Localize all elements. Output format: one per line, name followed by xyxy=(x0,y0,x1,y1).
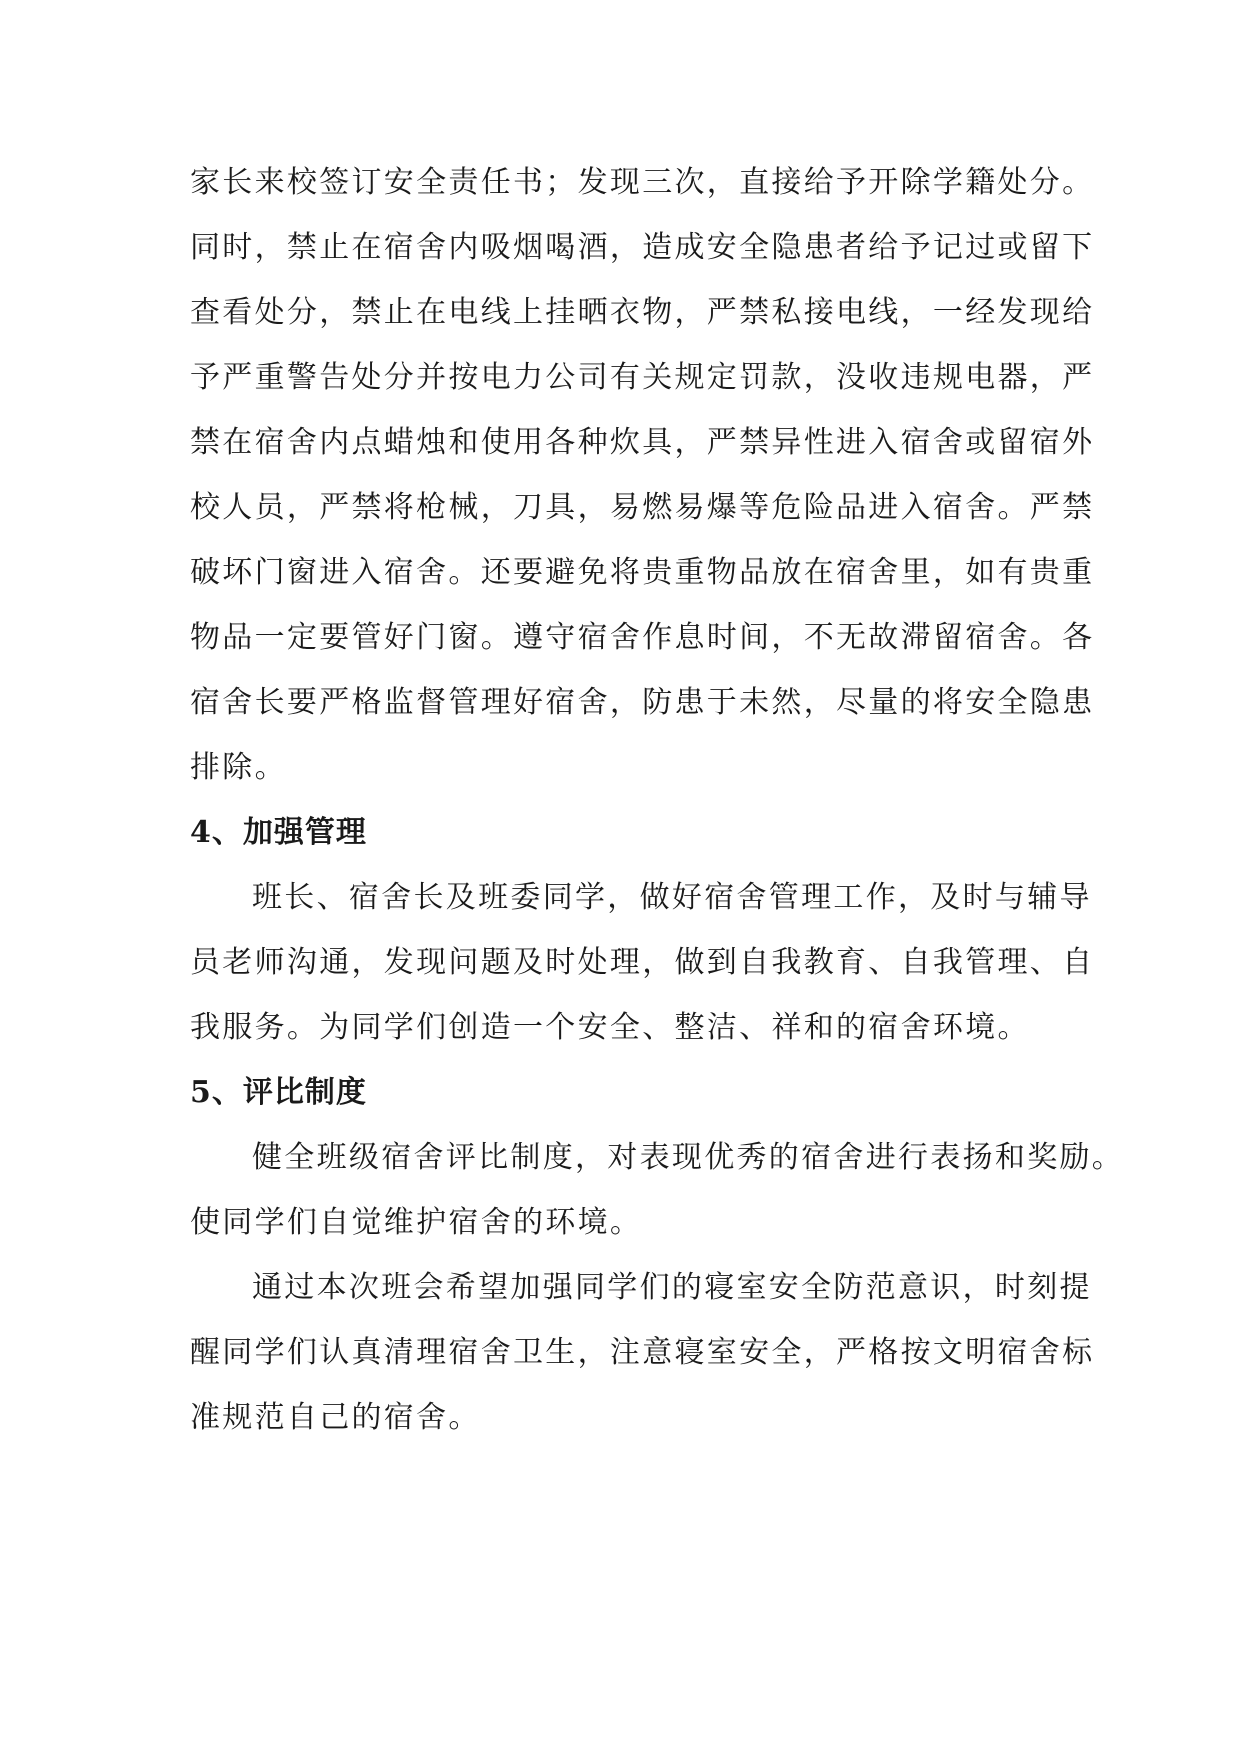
text-line: 予严重警告处分并按电力公司有关规定罚款，没收违规电器，严 xyxy=(190,360,1095,395)
text-line: 同时，禁止在宿舍内吸烟喝酒，造成安全隐患者给予记过或留下 xyxy=(190,230,1095,265)
text-line: 准规范自己的宿舍。 xyxy=(190,1400,481,1435)
text-line: 家长来校签订安全责任书；发现三次，直接给予开除学籍处分。 xyxy=(190,165,1095,200)
text-line: 宿舍长要严格监督管理好宿舍，防患于未然，尽量的将安全隐患 xyxy=(190,685,1095,720)
paragraph-management-cont xyxy=(190,930,1095,1060)
paragraph-closing xyxy=(190,1255,1092,1320)
text-line: 校人员，严禁将枪械，刀具，易燃易爆等危险品进入宿舍。严禁 xyxy=(190,490,1095,525)
section-heading-evaluation: 5、评比制度 xyxy=(190,1075,367,1110)
text-line: 使同学们自觉维护宿舍的环境。 xyxy=(190,1205,643,1240)
text-line: 班长、宿舍长及班委同学，做好宿舍管理工作，及时与辅导 xyxy=(252,880,1092,915)
paragraph-closing-cont xyxy=(190,1320,1095,1450)
text-line: 排除。 xyxy=(190,750,287,785)
paragraph-evaluation-cont xyxy=(190,1190,1060,1255)
text-line: 查看处分，禁止在电线上挂晒衣物，严禁私接电线，一经发现给 xyxy=(190,295,1095,330)
section-heading-management: 4、加强管理 xyxy=(190,815,367,850)
text-line: 破坏门窗进入宿舍。还要避免将贵重物品放在宿舍里，如有贵重 xyxy=(190,555,1095,590)
text-line: 物品一定要管好门窗。遵守宿舍作息时间，不无故滞留宿舍。各 xyxy=(190,620,1095,655)
text-line: 醒同学们认真清理宿舍卫生，注意寝室安全，严格按文明宿舍标 xyxy=(190,1335,1095,1370)
document-page xyxy=(190,150,1125,1450)
paragraph-safety-rules xyxy=(190,150,1095,800)
text-line: 禁在宿舍内点蜡烛和使用各种炊具，严禁异性进入宿舍或留宿外 xyxy=(190,425,1095,460)
text-line: 员老师沟通，发现问题及时处理，做到自我教育、自我管理、自 xyxy=(190,945,1095,980)
paragraph-evaluation xyxy=(190,1125,1125,1190)
text-line: 通过本次班会希望加强同学们的寝室安全防范意识，时刻提 xyxy=(252,1270,1092,1305)
paragraph-management xyxy=(190,865,1092,930)
text-line: 健全班级宿舍评比制度，对表现优秀的宿舍进行表扬和奖励。 xyxy=(252,1140,1125,1175)
text-line: 我服务。为同学们创造一个安全、整洁、祥和的宿舍环境。 xyxy=(190,1010,1030,1045)
